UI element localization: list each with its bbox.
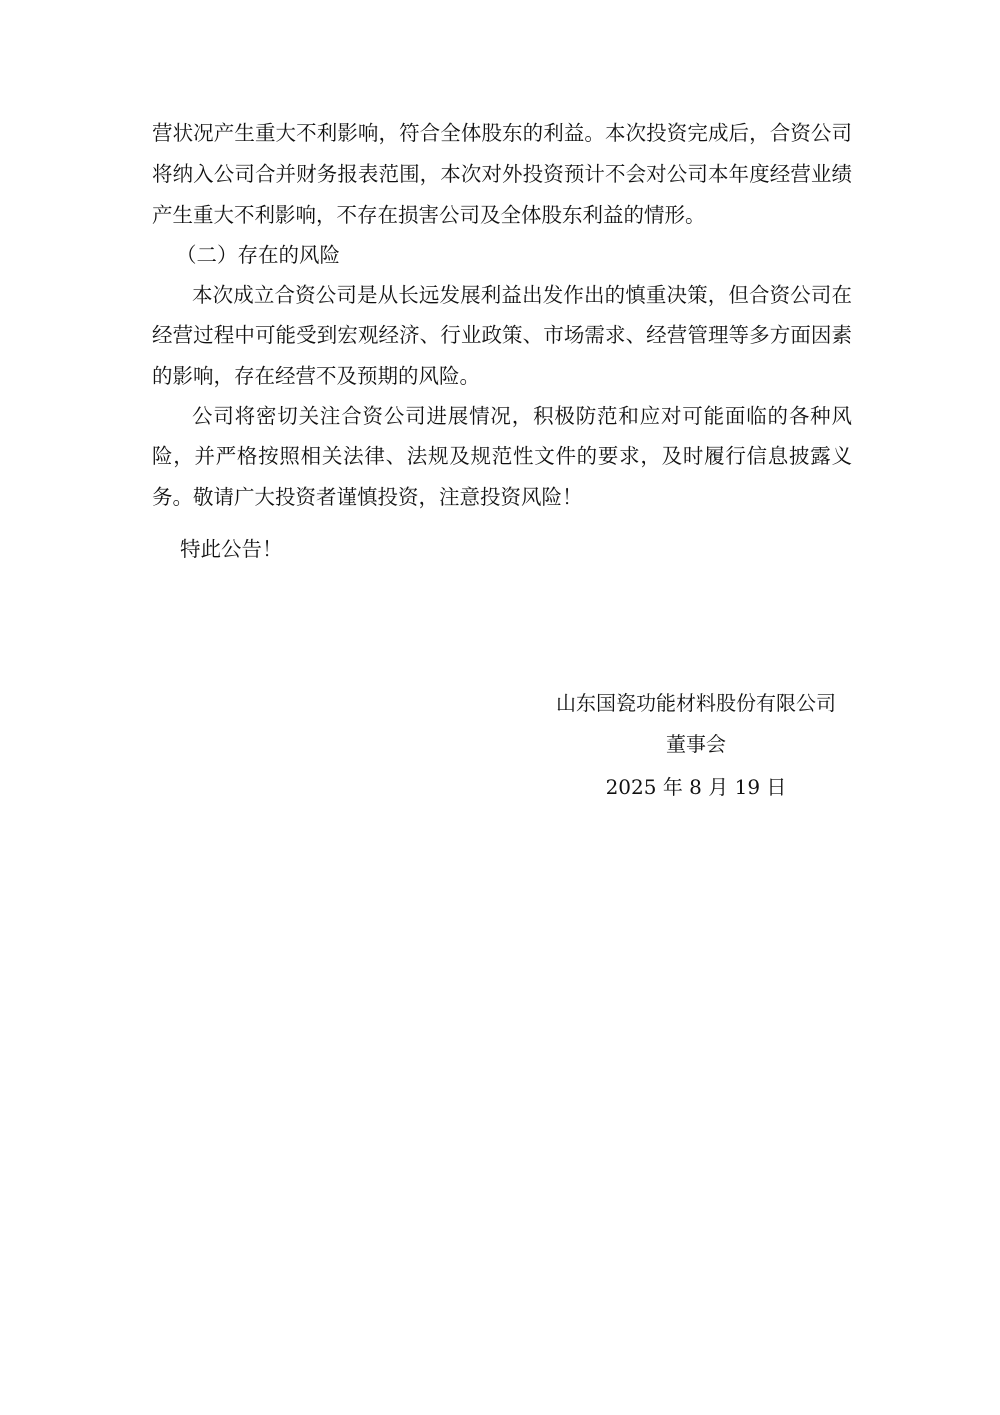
paragraph-1-line-2: 将纳入公司合并财务报表范围，本次对外投资预计不会对公司本年度经营业绩 [152, 162, 852, 186]
paragraph-2-line-3: 的影响，存在经营不及预期的风险。 [152, 364, 480, 388]
closing-statement: 特此公告！ [180, 537, 283, 561]
signature-date: 2025 年 8 月 19 日 [605, 775, 787, 799]
paragraph-3-line-1: 公司将密切关注合资公司进展情况，积极防范和应对可能面临的各种风 [192, 404, 852, 428]
paragraph-3-line-2: 险，并严格按照相关法律、法规及规范性文件的要求，及时履行信息披露义 [152, 444, 852, 468]
paragraph-2-line-1: 本次成立合资公司是从长远发展利益出发作出的慎重决策，但合资公司在 [192, 283, 852, 307]
paragraph-1-line-3: 产生重大不利影响，不存在损害公司及全体股东利益的情形。 [152, 203, 706, 227]
signature-board: 董事会 [666, 732, 726, 756]
paragraph-3-line-3: 务。敬请广大投资者谨慎投资，注意投资风险！ [152, 485, 583, 509]
paragraph-1-line-1: 营状况产生重大不利影响，符合全体股东的利益。本次投资完成后，合资公司 [152, 121, 852, 145]
section-heading: （二）存在的风险 [176, 243, 340, 267]
paragraph-2-line-2: 经营过程中可能受到宏观经济、行业政策、市场需求、经营管理等多方面因素 [152, 323, 852, 347]
signature-company: 山东国瓷功能材料股份有限公司 [556, 691, 836, 715]
